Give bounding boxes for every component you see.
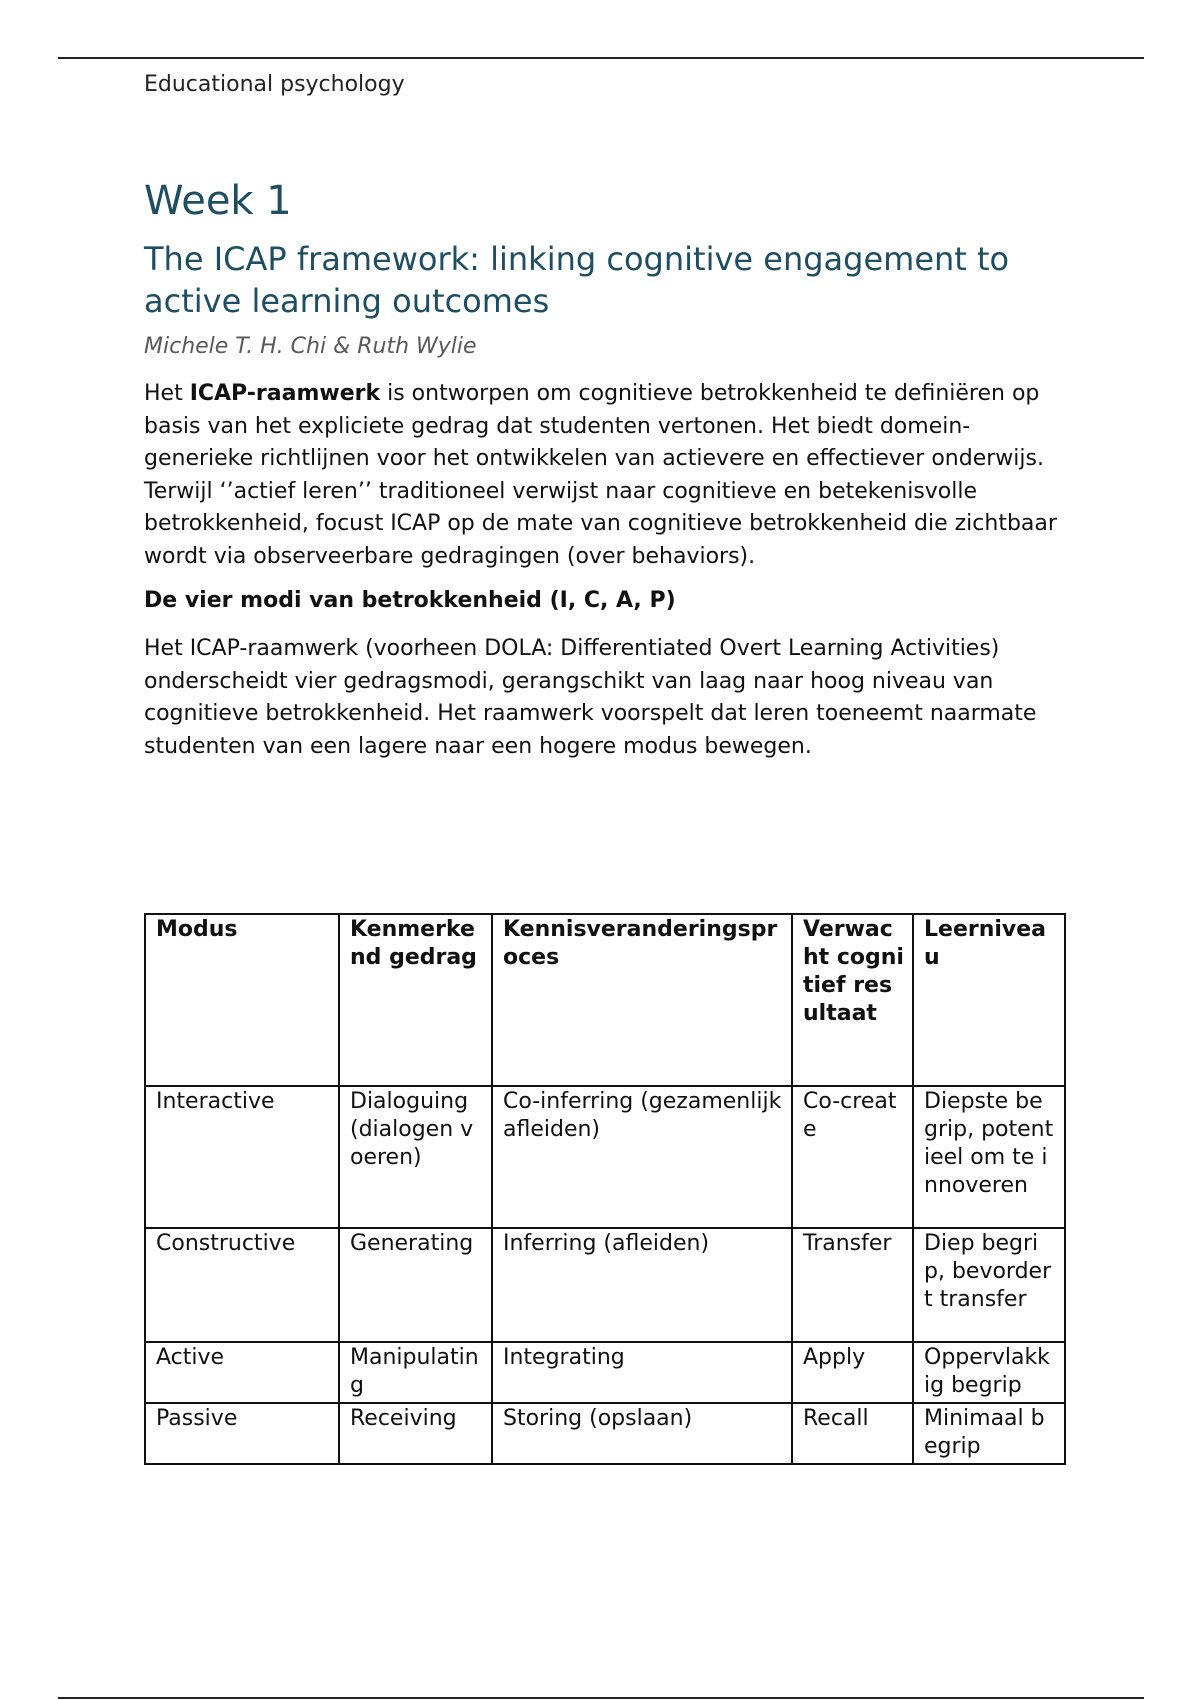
table-cell: Oppervlakkig begrip — [913, 1342, 1065, 1403]
header-rule — [58, 57, 1144, 59]
table-cell: Apply — [792, 1342, 913, 1403]
table-cell: Minimaal begrip — [913, 1403, 1065, 1464]
paper-authors: Michele T. H. Chi & Ruth Wylie — [144, 334, 477, 359]
intro-paragraph — [144, 378, 1064, 573]
table-cell: Interactive — [145, 1086, 339, 1228]
table-row — [145, 1086, 1065, 1228]
running-header: Educational psychology — [144, 72, 405, 97]
section-heading: De vier modi van betrokkenheid (I, C, A, P) — [144, 588, 676, 613]
table-cell: Storing (opslaan) — [492, 1403, 792, 1464]
intro-lead: Het — [144, 381, 190, 406]
header-kennisveranderingsproces: Kennisveranderingsproces — [492, 914, 792, 1086]
header-leerniveau: Leerniveau — [913, 914, 1065, 1086]
header-kenmerkend-gedrag: Kenmerkend gedrag — [339, 914, 492, 1086]
table-cell: Constructive — [145, 1228, 339, 1342]
table-cell: Recall — [792, 1403, 913, 1464]
table-cell: Co-inferring (gezamenlijk afleiden) — [492, 1086, 792, 1228]
table-row — [145, 1228, 1065, 1342]
table-header-row — [145, 914, 1065, 1086]
table-cell: Co-create — [792, 1086, 913, 1228]
section-paragraph: Het ICAP-raamwerk (voorheen DOLA: Differentiated Overt Learning Activities) onderscheidt vier gedragsmodi, gerangschikt van laag naar hoog niveau van cognitieve betrokkenheid. Het raamwerk voorspelt dat leren toeneemt naarmate studenten van een lagere naar een hogere modus bewegen. — [144, 636, 1037, 759]
table-cell: Active — [145, 1342, 339, 1403]
table-row — [145, 1342, 1065, 1403]
table-cell: Passive — [145, 1403, 339, 1464]
table-cell: Diep begrip, bevordert transfer — [913, 1228, 1065, 1342]
header-verwacht-resultaat: Verwacht cognitief resultaat — [792, 914, 913, 1086]
table-row — [145, 1403, 1065, 1464]
table-cell: Transfer — [792, 1228, 913, 1342]
table-cell: Generating — [339, 1228, 492, 1342]
table-cell: Inferring (afleiden) — [492, 1228, 792, 1342]
icap-table — [144, 913, 1066, 1465]
table-cell: Diepste begrip, potentieel om te innoveren — [913, 1086, 1065, 1228]
footer-rule — [58, 1697, 1144, 1699]
intro-rest: is ontworpen om cognitieve betrokkenheid te definiëren op basis van het expliciete gedrag dat studenten vertonen. Het biedt domein-generieke richtlijnen voor het ontwikkelen van actievere en effectiever onderwijs. Terwijl ‘’actief leren’’ traditioneel verwijst naar cognitieve en betekenisvolle betrokkenheid, focust ICAP op de mate van cognitieve betrokkenheid die zichtbaar wordt via observeerbare gedragingen (over behaviors). — [144, 381, 1057, 569]
paper-title: The ICAP framework: linking cognitive engagement to active learning outcomes — [144, 240, 1010, 320]
table-cell: Manipulating — [339, 1342, 492, 1403]
table-cell: Integrating — [492, 1342, 792, 1403]
intro-bold-term: ICAP-raamwerk — [189, 381, 381, 406]
table-cell: Receiving — [339, 1403, 492, 1464]
document-body — [144, 176, 1064, 763]
week-heading: Week 1 — [144, 178, 292, 224]
header-modus: Modus — [145, 914, 339, 1086]
table-cell: Dialoguing (dialogen voeren) — [339, 1086, 492, 1228]
